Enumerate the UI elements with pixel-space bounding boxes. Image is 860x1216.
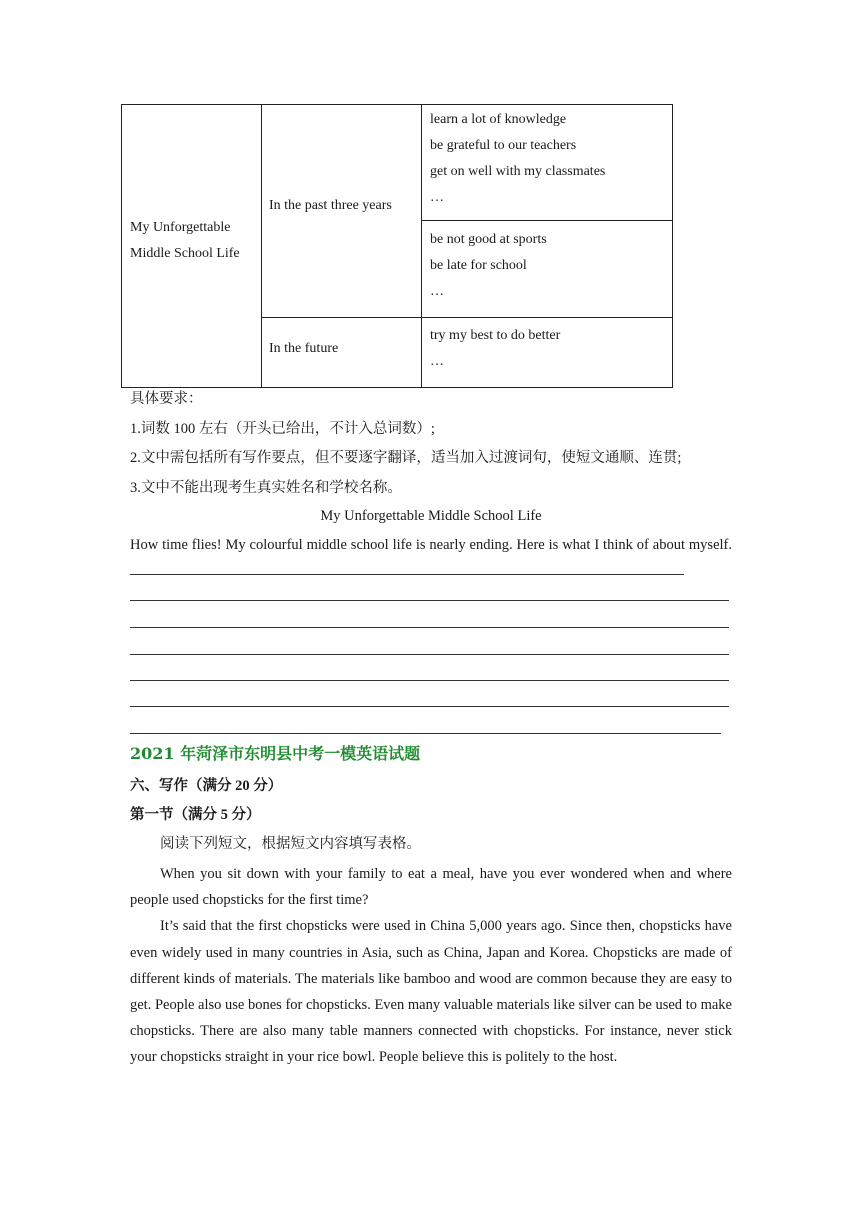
requirement-item: 1.词数 100 左右（开头已给出，不计入总词数）; — [130, 420, 435, 437]
outline-item: be grateful to our teachers — [430, 138, 577, 153]
requirement-item: 2.文中需包括所有写作要点，但不要逐字翻译，适当加入过渡词句，使短文通顺、连贯; — [130, 450, 682, 466]
outline-topic-line: Middle School Life — [130, 246, 240, 261]
section-instruction: 阅读下列短文，根据短文内容填写表格。 — [160, 836, 421, 852]
outline-topic — [130, 215, 240, 267]
answer-blank-line[interactable] — [130, 680, 729, 681]
outline-item: be not good at sports — [430, 232, 547, 247]
answer-blank-line[interactable] — [130, 654, 729, 655]
exam-title: 2021 年菏泽市东明县中考一模英语试题 — [130, 744, 421, 763]
outline-item: try my best to do better — [430, 328, 561, 343]
essay-opening: How time flies! My colourful middle school life is nearly ending. Here is what I think of about myself. — [130, 537, 732, 553]
requirements-heading: 具体要求： — [130, 391, 203, 407]
section-heading: 第一节（满分 5 分） — [130, 807, 261, 823]
answer-blank-line[interactable] — [130, 562, 684, 575]
answer-blank-line[interactable] — [130, 627, 729, 628]
outline-topic-line: My Unforgettable — [130, 220, 231, 235]
outline-item: get on well with my classmates — [430, 164, 606, 179]
essay-opening-paragraph — [130, 532, 732, 584]
answer-blank-line[interactable] — [130, 706, 729, 707]
outline-past-label: In the past three years — [269, 198, 392, 213]
answer-blank-line[interactable] — [130, 600, 729, 601]
outline-item: be late for school — [430, 258, 527, 273]
answer-blank-line[interactable] — [130, 733, 721, 734]
passage-paragraph: When you sit down with your family to eat a meal, have you ever wondered when and where people used chopsticks for the first time? — [130, 866, 732, 909]
requirement-item: 3.文中不能出现考生真实姓名和学校名称。 — [130, 479, 402, 496]
outline-past-good-list — [430, 107, 605, 211]
passage-paragraph: It’s said that the first chopsticks were used in China 5,000 years ago. Since then, chopsticks have even widely used in many countries in Asia, such as China, Japan and Korea. Chopsticks are made of different kinds of materials. The materials like bamboo and wood are common because they are easy to get. People also use bones for chopsticks. Even many valuable materials like silver can be used to make chopsticks. There are also many table manners connected with chopsticks. For instance, never stick your chopsticks straight in your rice bowl. People believe this is politely to the host. — [130, 918, 732, 1066]
essay-title: My Unforgettable Middle School Life — [320, 508, 542, 524]
outline-item: … — [430, 190, 444, 205]
writing-outline-table — [121, 104, 673, 388]
outline-future-plan-list — [430, 323, 560, 375]
outline-past-bad-list — [430, 227, 547, 305]
outline-item: … — [430, 284, 444, 299]
part-heading: 六、写作（满分 20 分） — [130, 778, 283, 794]
outline-item: … — [430, 354, 444, 369]
outline-item: learn a lot of knowledge — [430, 112, 567, 127]
writing-requirements — [130, 385, 732, 503]
reading-passage — [130, 861, 732, 1071]
outline-future-label: In the future — [269, 341, 339, 356]
